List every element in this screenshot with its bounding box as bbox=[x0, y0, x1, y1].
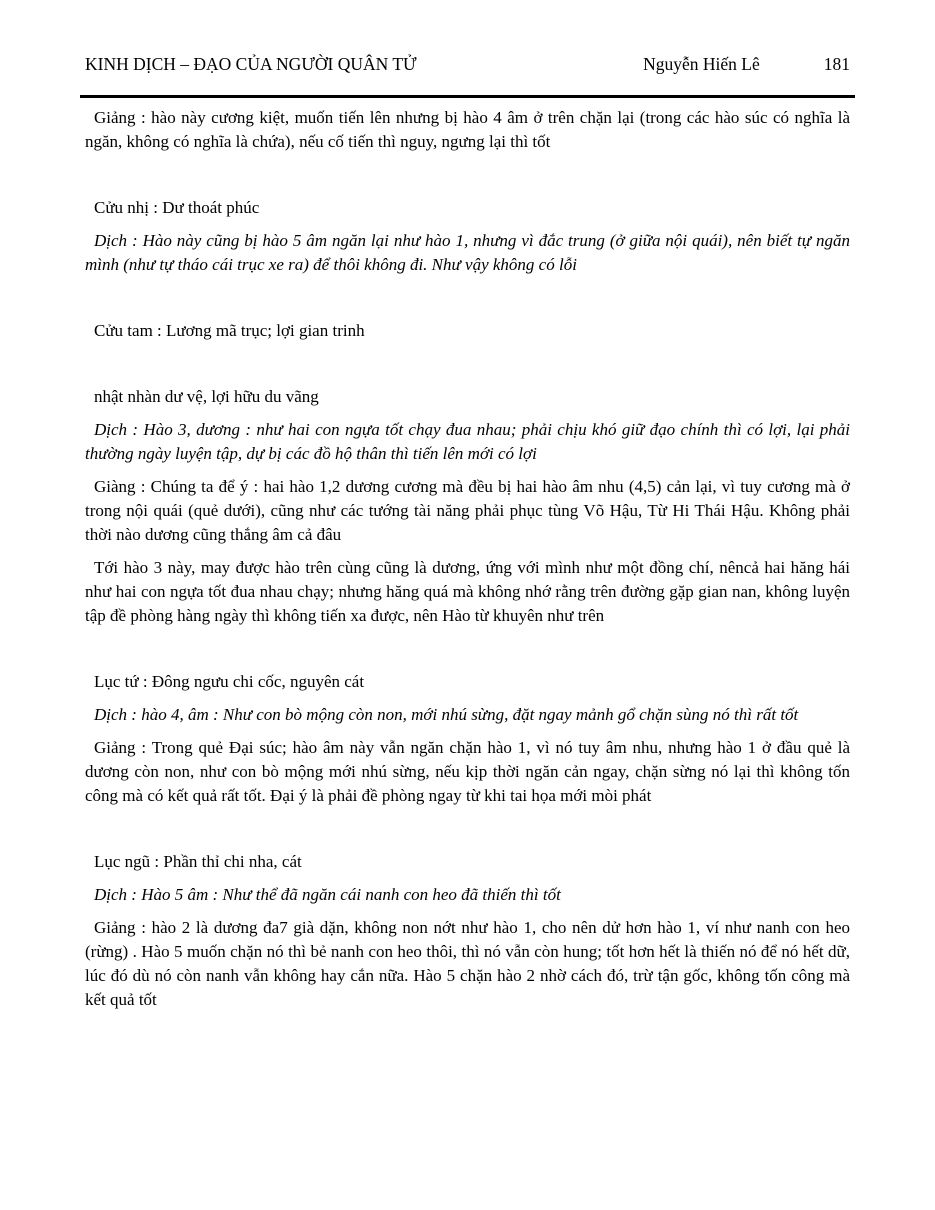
paragraph: Lục tứ : Đông ngưu chi cốc, nguyên cát bbox=[94, 672, 365, 691]
paragraph: Tới hào 3 này, may được hào trên cùng cũng là dương, ứng với mình như một đồng chí, nêncả hai hăng hái như hai con ngựa tốt đua nhau chạy; nhưng hăng quá mà không nhớ rằng trên đường gặp gian nan, không luyện tập đề phòng hàng ngày thì không tiến xa được, nên Hào từ khuyên như trên bbox=[85, 558, 850, 625]
page-body bbox=[85, 106, 850, 1012]
book-title: KINH DỊCH – ĐẠO CỦA NGƯỜI QUÂN TỬ bbox=[85, 54, 417, 74]
paragraph: Giảng : hào 2 là dương đa7 già dặn, không non nớt như hào 1, cho nên dử hơn hào 1, ví như nanh con heo (rừng) . Hào 5 muốn chặn nó thì bẻ nanh con heo thôi, thì nó vẫn còn hung; tốt hơn hết là thiến nó để nó hết dữ, lúc đó dù nó còn nanh vẫn không hay cắn nữa. Hào 5 chặn hào 2 nhờ cách đó, trừ tận gốc, không tốn công mà kết quả tốt bbox=[85, 918, 850, 1009]
paragraph: Cửu nhị : Dư thoát phúc bbox=[94, 198, 260, 217]
paragraph: Dịch : Hào này cũng bị hào 5 âm ngăn lại như hào 1, nhưng vì đắc trung (ở giữa nội quái), nên biết tự ngăn mình (như tự tháo cái trục xe ra) để thôi không đi. Như vậy không có lỗi bbox=[85, 231, 850, 274]
header-rule bbox=[80, 95, 855, 98]
header-right bbox=[643, 52, 850, 76]
paragraph: nhật nhàn dư vệ, lợi hữu du vãng bbox=[94, 387, 319, 406]
paragraph: Dịch : hào 4, âm : Như con bò mộng còn non, mới nhú sừng, đặt ngay mảnh gổ chặn sùng nó thì rất tốt bbox=[94, 705, 799, 724]
paragraph: Giảng : Trong quẻ Đại súc; hào âm này vẫn ngăn chặn hào 1, vì nó tuy âm nhu, nhưng hào 1 ở đầu quẻ là dương còn non, như con bò mộng mới nhú sừng, nếu kịp thời ngăn cản ngay, chặn sừng nó lại thì không tốn công mà có kết quả rất tốt. Đại ý là phải đề phòng ngay từ khi tai họa mới mòi phát bbox=[85, 738, 850, 805]
page-number: 181 bbox=[823, 54, 850, 74]
paragraph: Giàng : Chúng ta để ý : hai hào 1,2 dương cương mà đều bị hai hào âm nhu (4,5) cản lại, vì tuy cương mà ở trong nội quái (quẻ dưới), cũng như các tướng tài năng phải phục tùng Võ Hậu, Từ Hi Thái Hậu. Không phải thời nào dương cũng thắng âm cả đâu bbox=[85, 477, 850, 544]
paragraph: Lục ngũ : Phần thỉ chi nha, cát bbox=[94, 852, 302, 871]
paragraph: Dịch : Hào 5 âm : Như thể đã ngăn cái nanh con heo đã thiến thì tốt bbox=[94, 885, 561, 904]
paragraph: Cửu tam : Lương mã trục; lợi gian trinh bbox=[94, 321, 365, 340]
author-name: Nguyễn Hiến Lê bbox=[643, 54, 760, 74]
paragraph: Giảng : hào này cương kiệt, muốn tiến lên nhưng bị hào 4 âm ở trên chặn lại (trong các hào súc có nghĩa là ngăn, không có nghĩa là chứa), nếu cố tiến thì nguy, ngưng lại thì tốt bbox=[85, 108, 850, 151]
paragraph: Dịch : Hào 3, dương : như hai con ngựa tốt chạy đua nhau; phải chịu khó giữ đạo chính thì có lợi, lại phải thường ngày luyện tập, dự bị các đồ hộ thân thì tiến lên mới có lợi bbox=[85, 420, 850, 463]
page-header bbox=[85, 52, 850, 76]
